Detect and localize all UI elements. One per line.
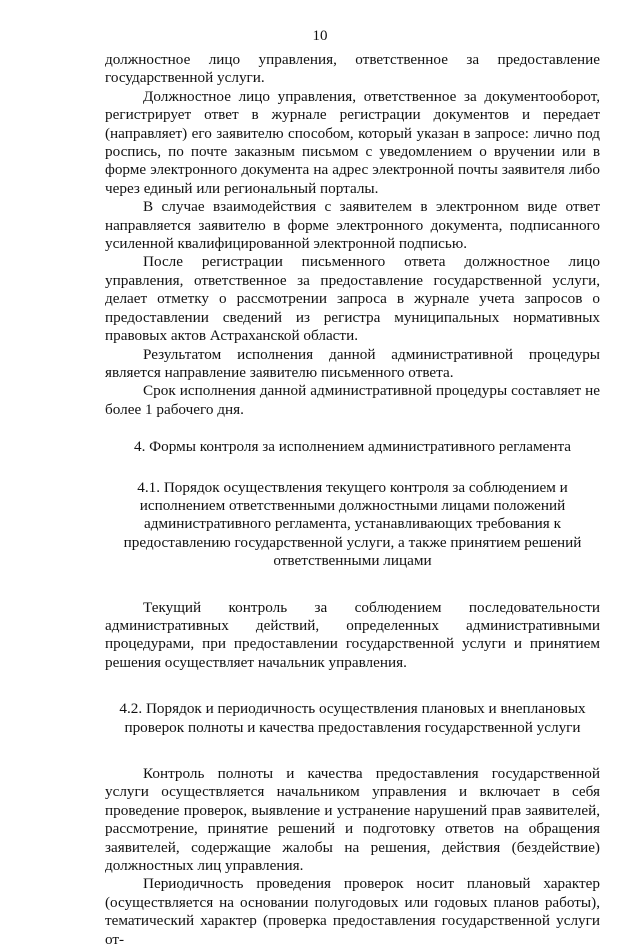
- section-4-title: 4. Формы контроля за исполнением административного регламента: [133, 438, 572, 456]
- paragraph-continuation: должностное лицо управления, ответственное за предоставление государственной услуги.: [105, 51, 600, 87]
- page-number: 10: [312, 28, 328, 44]
- paragraph-procedure-term: Срок исполнения данной административной процедуры составляет не более 1 рабочего дня.: [105, 382, 600, 418]
- subsection-4-1-text: Текущий контроль за соблюдением последовательности административных действий, определенных административными процедурами, при предоставлении государственной услуги и принятием решения осуществляет начальник управления.: [105, 598, 600, 671]
- page-content: [105, 51, 600, 949]
- paragraph-procedure-result: Результатом исполнения данной административной процедуры является направление заявителю письменного ответа.: [105, 345, 600, 381]
- subsection-4-2-text-1: Контроль полноты и качества предоставления государственной услуги осуществляется начальником управления и включает в себя проведение проверок, выявление и устранение нарушений прав заявителей, рассмотрение, принятие решений и подготовку ответов на обращения заявителей, содержащие жалобы на решения, действия (бездействие) должностных лиц управления.: [105, 765, 600, 875]
- subsection-4-2-text-2: Периодичность проведения проверок носит плановый характер (осуществляется на основании полугодовых или годовых планов работы), тематический характер (проверка предоставления государственной услуги от-: [105, 875, 600, 948]
- paragraph-document-registration: Должностное лицо управления, ответственное за документооборот, регистрирует ответ в журнале регистрации документов и передает (направляет) его заявителю способом, который указан в запросе: лично под роспись, по почте заказным письмом с уведомлением о вручении или в форме электронного документа на адрес электронной почты заявителя либо через единый или региональный порталы.: [105, 87, 600, 197]
- paragraph-electronic-response: В случае взаимодействия с заявителем в электронном виде ответ направляется заявителю в форме электронного документа, подписанного усиленной квалифицированной электронной подписью.: [105, 198, 600, 253]
- subsection-4-1-title: 4.1. Порядок осуществления текущего контроля за соблюдением и исполнением ответственными должностными лицами положений административного регламента, устанавливающих требования к предоставлению государственной услуги, а также принятием решений ответственными лицами: [123, 478, 582, 570]
- paragraph-request-mark: После регистрации письменного ответа должностное лицо управления, ответственное за предоставление государственной услуги, делает отметку о рассмотрении запроса в журнале учета запросов о предоставлении сведений из регистра муниципальных нормативных правовых актов Астраханской области.: [105, 253, 600, 345]
- subsection-4-2-title: 4.2. Порядок и периодичность осуществления плановых и внеплановых проверок полноты и качества предоставления государственной услуги: [119, 700, 586, 736]
